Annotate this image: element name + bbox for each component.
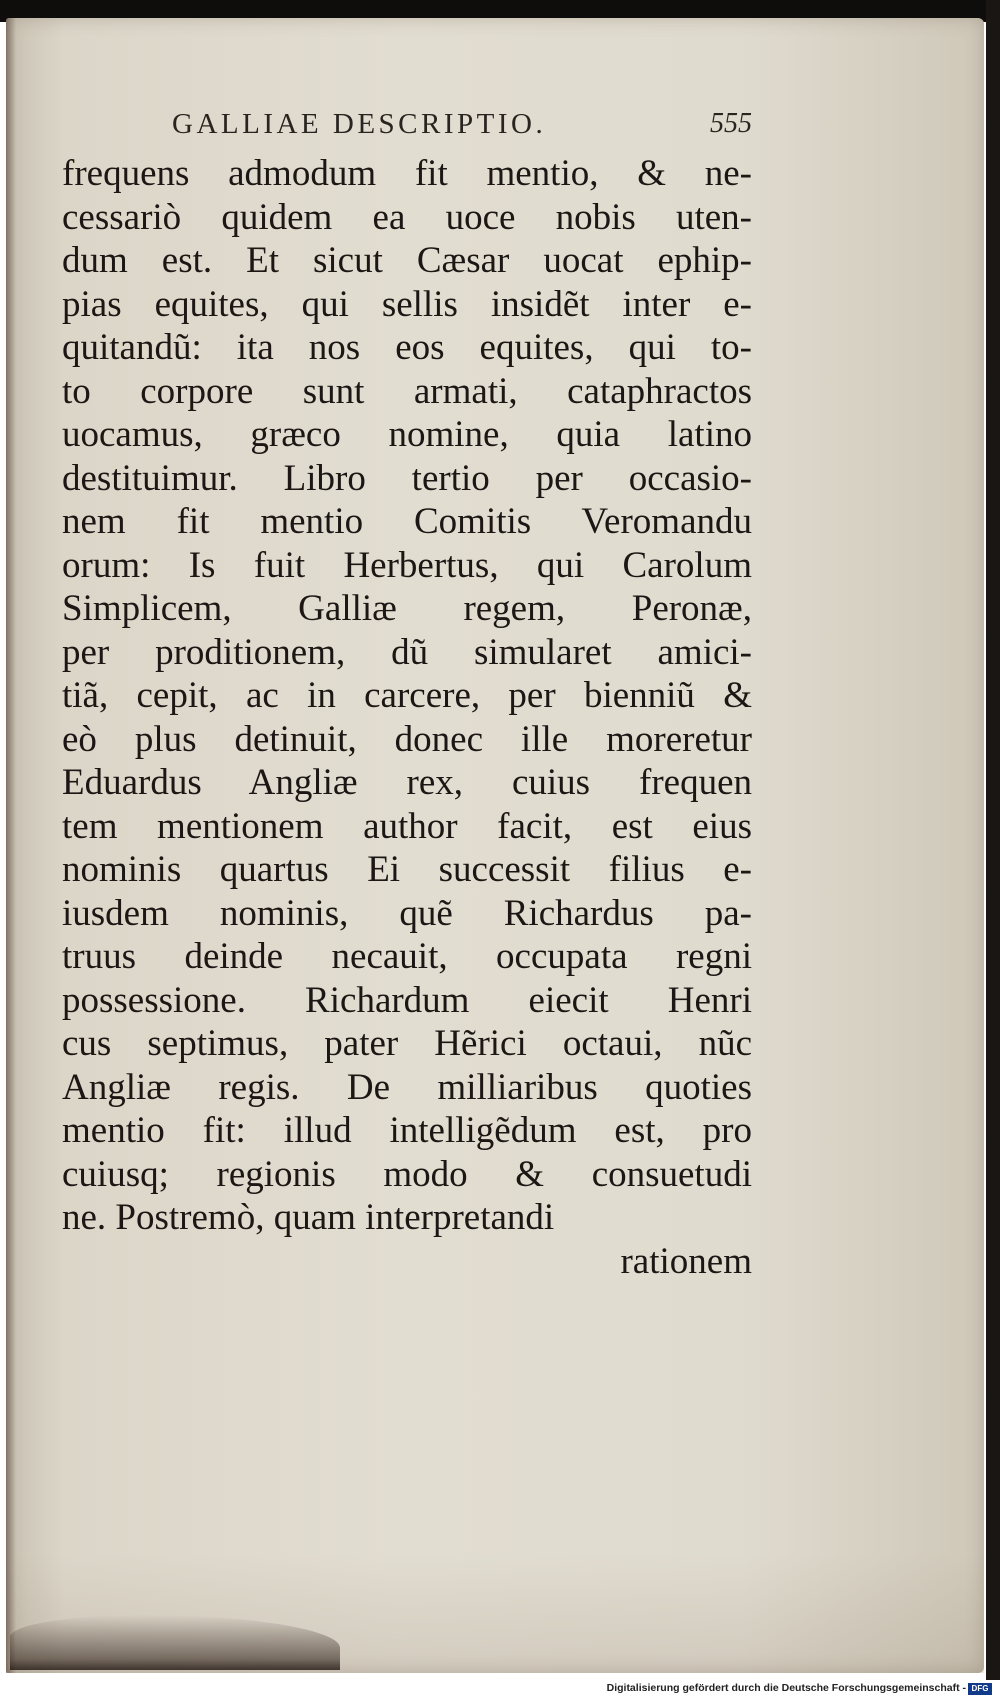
text-line: cessariò quidem ea uoce nobis uten- <box>62 196 752 238</box>
text-line: truus deinde necauit, occupata regni <box>62 936 752 977</box>
text-line: tem mentionem author facit, est eius <box>62 805 752 847</box>
text-line: quitandũ: ita nos eos equites, qui to- <box>62 327 752 368</box>
text-line: cus septimus, pater Hẽrici octaui, nũc <box>62 1023 752 1064</box>
text-line: to corpore sunt armati, cataphractos <box>62 370 752 412</box>
text-line: cuiusq; regionis modo & consuetudi <box>62 1153 752 1195</box>
text-line: pias equites, qui sellis insidẽt inter e- <box>62 283 752 325</box>
page-number: 555 <box>710 108 752 139</box>
text-line: per proditionem, dũ simularet amici- <box>62 631 752 673</box>
text-line: tiã, cepit, ac in carcere, per bienniũ & <box>62 675 752 716</box>
text-line: iusdem nominis, quẽ Richardus pa- <box>62 892 752 934</box>
body-text <box>62 152 752 1283</box>
text-line: nominis quartus Ei successit filius e- <box>62 849 752 890</box>
text-line: frequens admodum fit mentio, & ne- <box>62 153 752 194</box>
text-line: nem fit mentio Comitis Veromandu <box>62 501 752 542</box>
dfg-logo: DFG <box>968 1683 992 1695</box>
digitization-credit: Digitalisierung gefördert durch die Deutsche Forschungsgemeinschaft - <box>606 1682 966 1694</box>
text-line: mentio fit: illud intelligẽdum est, pro <box>62 1110 752 1151</box>
text-line: uocamus, græco nomine, quia latino <box>62 414 752 455</box>
running-title: GALLIAE DESCRIPTIO. <box>172 108 547 140</box>
text-line: possessione. Richardum eiecit Henri <box>62 979 752 1021</box>
text-line: ne. Postremò, quam interpretandi <box>62 1197 555 1238</box>
text-line: eò plus detinuit, donec ille moreretur <box>62 718 752 760</box>
page-header <box>172 108 752 152</box>
gutter-shadow <box>6 18 16 1673</box>
catchword: rationem <box>620 1240 752 1282</box>
text-line: Eduardus Angliæ rex, cuius frequen <box>62 762 752 803</box>
scan-right-edge <box>986 0 1000 1700</box>
text-line: dum est. Et sicut Cæsar uocat ephip- <box>62 240 752 281</box>
text-line: Simplicem, Galliæ regem, Peronæ, <box>62 588 752 629</box>
text-line: Angliæ regis. De milliaribus quoties <box>62 1066 752 1108</box>
text-line: destituimur. Libro tertio per occasio- <box>62 457 752 499</box>
text-line: orum: Is fuit Herbertus, qui Carolum <box>62 544 752 586</box>
